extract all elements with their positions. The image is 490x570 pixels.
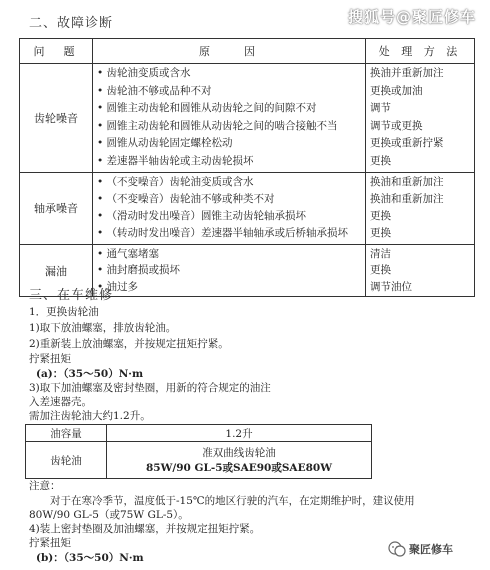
- remedy-item: 更换: [370, 264, 391, 277]
- cause-item: • （滑动时发出噪音）圆锥主动齿轮轴承损坏: [97, 210, 307, 223]
- header-cause: 原 因: [93, 39, 366, 64]
- note-text: 80W/90 GL-5（或75W GL-5）。: [29, 509, 189, 521]
- header-problem: 问 题: [20, 39, 93, 64]
- section-title-diagnosis: 二、故障诊断: [29, 16, 114, 31]
- step-text: 3)取下加油螺塞及密封垫圈，用新的符合规定的油注: [29, 382, 271, 394]
- cause-item: • 圆锥主动齿轮和圆锥从动齿轮之间的啮合接触不当: [97, 119, 338, 132]
- cause-cell: [93, 64, 366, 173]
- remedy-item: 调节: [370, 102, 391, 115]
- note-label: 注意：: [29, 480, 61, 492]
- cause-item: • （不变噪音）齿轮油不够或种类不对: [97, 192, 275, 205]
- watermark: 搜狐号@聚匠修车: [347, 8, 476, 26]
- step-title: 1．更换齿轮油: [29, 306, 99, 318]
- torque-label: 拧紧扭矩: [29, 537, 71, 549]
- oil-grade: 85W/90 GL-5或SAE90或SAE80W: [145, 462, 332, 474]
- torque-label: 拧紧扭矩: [29, 353, 71, 365]
- table-row: [20, 64, 475, 173]
- remedy-cell: [366, 244, 475, 297]
- remedy-cell: [366, 64, 475, 173]
- cause-item: • 圆锥从动齿轮固定螺栓松动: [97, 137, 233, 150]
- table-row: [26, 442, 372, 479]
- section-title-maintenance: 三、在车维修: [29, 288, 114, 303]
- step-text: 4)装上密封垫圈及加油螺塞，并按规定扭矩拧紧。: [29, 523, 261, 535]
- cause-item: • 齿轮油不够或品种不对: [97, 84, 212, 97]
- oil-type: 准双曲线齿轮油: [202, 447, 276, 459]
- cause-item: • （转动时发出噪音）差速器半轴轴承或后桥轴承损坏: [97, 227, 349, 240]
- oil-value: [107, 442, 372, 479]
- capacity-key: 油容量: [26, 425, 107, 442]
- cause-item: • 差速器半轴齿轮或主动齿轮损坏: [97, 154, 254, 167]
- table-header-row: [20, 39, 475, 64]
- note-text: 对于在寒冷季节，温度低于-15℃的地区行驶的汽车，在定期维护时，建议使用: [50, 495, 415, 507]
- table-row: [26, 425, 372, 442]
- wechat-icon: [388, 540, 406, 558]
- oil-key: 齿轮油: [26, 442, 107, 479]
- remedy-item: 调节油位: [370, 280, 412, 293]
- remedy-item: 换油和重新加注: [370, 192, 444, 205]
- remedy-item: 调节或更换: [370, 119, 423, 132]
- step-text: 2)重新装上放油螺塞，并按规定扭矩拧紧。: [29, 338, 229, 350]
- cause-cell: [93, 172, 366, 244]
- cause-item: • 油封磨损或损坏: [97, 264, 181, 277]
- symptom-cell: 漏油: [20, 244, 93, 297]
- remedy-item: 换油并重新加注: [370, 67, 444, 79]
- remedy-cell: [366, 172, 475, 244]
- torque-value: (a)：（35～50）N·m: [36, 368, 144, 380]
- cause-item: • 通气塞堵塞: [97, 247, 160, 260]
- remedy-item: 清洁: [370, 247, 391, 260]
- step-text: 入差速器壳。: [29, 396, 92, 408]
- remedy-item: 换油和重新加注: [370, 175, 444, 188]
- diagnosis-table: [19, 38, 475, 297]
- symptom-cell: 齿轮噪音: [20, 64, 93, 173]
- step-text: 1)取下放油螺塞，排放齿轮油。: [29, 322, 177, 334]
- capacity-value: 1.2升: [107, 425, 372, 442]
- capacity-table: [25, 424, 372, 479]
- cause-item: • 齿轮油变质或含水: [97, 67, 191, 79]
- torque-value: (b)：（35～50）N·m: [36, 552, 144, 564]
- symptom-cell: 轴承噪音: [20, 172, 93, 244]
- cause-item: • 油过多: [97, 280, 139, 293]
- remedy-item: 更换: [370, 227, 391, 240]
- brand-badge: [388, 539, 453, 559]
- capacity-note: 需加注齿轮油大约1.2升。: [29, 410, 151, 422]
- badge-text: 聚匠修车: [409, 543, 453, 556]
- header-remedy: 处 理 方 法: [366, 39, 475, 64]
- remedy-item: 更换或加油: [370, 84, 423, 97]
- remedy-item: 更换或重新拧紧: [370, 137, 444, 150]
- cause-item: • 圆锥主动齿轮和圆锥从动齿轮之间的间隙不对: [97, 102, 317, 115]
- remedy-item: 更换: [370, 154, 391, 167]
- remedy-item: 更换: [370, 210, 391, 223]
- table-row: [20, 172, 475, 244]
- cause-item: • （不变噪音）齿轮油变质或含水: [97, 175, 254, 188]
- cause-cell: [93, 244, 366, 297]
